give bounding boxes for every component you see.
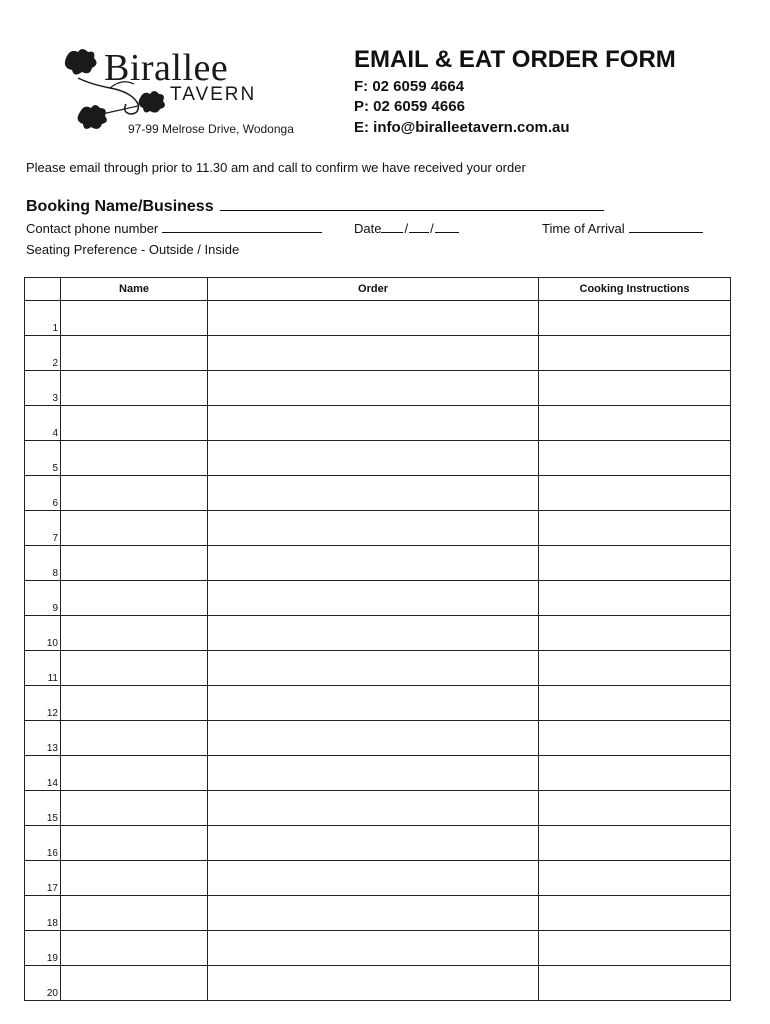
logo-subtitle: TAVERN — [170, 84, 257, 105]
row-number: 14 — [25, 756, 61, 791]
table-row — [25, 511, 731, 546]
name-cell[interactable] — [61, 651, 208, 686]
order-notice: Please email through prior to 11.30 am and call to confirm we have received your order — [26, 160, 526, 175]
name-header: Name — [61, 278, 208, 301]
name-cell[interactable] — [61, 581, 208, 616]
order-cell[interactable] — [208, 406, 539, 441]
cooking-instructions-cell[interactable] — [539, 301, 731, 336]
table-row — [25, 966, 731, 1001]
name-cell[interactable] — [61, 441, 208, 476]
cooking-instructions-cell[interactable] — [539, 406, 731, 441]
order-cell[interactable] — [208, 651, 539, 686]
row-number: 20 — [25, 966, 61, 1001]
cooking-instructions-cell[interactable] — [539, 651, 731, 686]
name-cell[interactable] — [61, 826, 208, 861]
cooking-instructions-cell[interactable] — [539, 581, 731, 616]
cooking-instructions-header: Cooking Instructions — [539, 278, 731, 301]
name-cell[interactable] — [61, 336, 208, 371]
order-table-header — [25, 278, 731, 301]
order-cell[interactable] — [208, 301, 539, 336]
name-cell[interactable] — [61, 931, 208, 966]
tavern-address: 97-99 Melrose Drive, Wodonga — [128, 122, 294, 136]
table-row — [25, 826, 731, 861]
row-number: 8 — [25, 546, 61, 581]
row-number: 15 — [25, 791, 61, 826]
order-cell[interactable] — [208, 791, 539, 826]
row-number: 18 — [25, 896, 61, 931]
table-row — [25, 581, 731, 616]
name-cell[interactable] — [61, 511, 208, 546]
row-number: 2 — [25, 336, 61, 371]
order-cell[interactable] — [208, 371, 539, 406]
cooking-instructions-cell[interactable] — [539, 441, 731, 476]
row-number: 4 — [25, 406, 61, 441]
name-cell[interactable] — [61, 616, 208, 651]
name-cell[interactable] — [61, 406, 208, 441]
form-title: EMAIL & EAT ORDER FORM — [354, 46, 676, 73]
order-cell[interactable] — [208, 896, 539, 931]
row-number: 17 — [25, 861, 61, 896]
name-cell[interactable] — [61, 371, 208, 406]
date-separator: / — [430, 221, 434, 236]
tavern-logo — [60, 44, 330, 144]
row-number: 6 — [25, 476, 61, 511]
seating-preference[interactable]: Seating Preference - Outside / Inside — [26, 242, 240, 257]
cooking-instructions-cell[interactable] — [539, 686, 731, 721]
name-cell[interactable] — [61, 721, 208, 756]
table-row — [25, 371, 731, 406]
contact-phone-label: Contact phone number — [26, 221, 159, 236]
row-number: 3 — [25, 371, 61, 406]
cooking-instructions-cell[interactable] — [539, 476, 731, 511]
order-cell[interactable] — [208, 686, 539, 721]
table-row — [25, 616, 731, 651]
booking-name-blank[interactable] — [220, 196, 604, 211]
order-cell[interactable] — [208, 721, 539, 756]
table-row — [25, 476, 731, 511]
phone-number: P: 02 6059 4666 — [354, 98, 465, 115]
name-cell[interactable] — [61, 476, 208, 511]
cooking-instructions-cell[interactable] — [539, 371, 731, 406]
name-cell[interactable] — [61, 301, 208, 336]
order-table — [24, 277, 731, 1001]
cooking-instructions-cell[interactable] — [539, 546, 731, 581]
row-number: 7 — [25, 511, 61, 546]
logo-wordmark: Birallee — [104, 47, 229, 89]
cooking-instructions-cell[interactable] — [539, 791, 731, 826]
name-cell[interactable] — [61, 896, 208, 931]
order-cell[interactable] — [208, 476, 539, 511]
order-cell[interactable] — [208, 861, 539, 896]
table-row — [25, 546, 731, 581]
order-cell[interactable] — [208, 616, 539, 651]
cooking-instructions-cell[interactable] — [539, 336, 731, 371]
table-row — [25, 686, 731, 721]
date-field[interactable] — [354, 221, 459, 236]
cooking-instructions-cell[interactable] — [539, 511, 731, 546]
row-number: 16 — [25, 826, 61, 861]
contact-phone-blank[interactable] — [162, 221, 322, 233]
cooking-instructions-cell[interactable] — [539, 896, 731, 931]
row-number: 13 — [25, 721, 61, 756]
cooking-instructions-cell[interactable] — [539, 616, 731, 651]
contact-phone-field[interactable] — [26, 221, 322, 236]
date-label: Date — [354, 221, 382, 236]
cooking-instructions-cell[interactable] — [539, 826, 731, 861]
row-number: 10 — [25, 616, 61, 651]
order-cell[interactable] — [208, 546, 539, 581]
name-cell[interactable] — [61, 791, 208, 826]
name-cell[interactable] — [61, 966, 208, 1001]
table-row — [25, 756, 731, 791]
cooking-instructions-cell[interactable] — [539, 966, 731, 1001]
order-cell[interactable] — [208, 756, 539, 791]
table-row — [25, 791, 731, 826]
table-row — [25, 896, 731, 931]
cooking-instructions-cell[interactable] — [539, 861, 731, 896]
name-cell[interactable] — [61, 546, 208, 581]
order-cell[interactable] — [208, 441, 539, 476]
date-year-blank[interactable] — [435, 221, 459, 233]
order-cell[interactable] — [208, 511, 539, 546]
table-row — [25, 861, 731, 896]
date-separator: / — [404, 221, 409, 236]
email-address[interactable]: E: info@biralleetavern.com.au — [354, 119, 570, 136]
table-row — [25, 931, 731, 966]
arrival-time-field[interactable] — [542, 221, 703, 236]
row-number: 5 — [25, 441, 61, 476]
row-number: 19 — [25, 931, 61, 966]
row-number: 9 — [25, 581, 61, 616]
cooking-instructions-cell[interactable] — [539, 756, 731, 791]
order-cell[interactable] — [208, 826, 539, 861]
date-day-blank[interactable] — [381, 221, 403, 233]
date-month-blank[interactable] — [409, 221, 429, 233]
name-cell[interactable] — [61, 861, 208, 896]
row-number: 12 — [25, 686, 61, 721]
row-number: 11 — [25, 651, 61, 686]
arrival-time-blank[interactable] — [629, 221, 703, 233]
order-cell[interactable] — [208, 966, 539, 1001]
table-row — [25, 336, 731, 371]
order-cell[interactable] — [208, 581, 539, 616]
table-row — [25, 721, 731, 756]
row-number: 1 — [25, 301, 61, 336]
booking-name-label: Booking Name/Business — [26, 198, 214, 215]
order-header: Order — [208, 278, 539, 301]
fax-number: F: 02 6059 4664 — [354, 78, 465, 95]
order-cell[interactable] — [208, 336, 539, 371]
table-row — [25, 301, 731, 336]
cooking-instructions-cell[interactable] — [539, 931, 731, 966]
table-row — [25, 406, 731, 441]
name-cell[interactable] — [61, 686, 208, 721]
table-row — [25, 441, 731, 476]
name-cell[interactable] — [61, 756, 208, 791]
row-number-header — [25, 278, 61, 301]
booking-name-field[interactable] — [26, 196, 604, 216]
cooking-instructions-cell[interactable] — [539, 721, 731, 756]
order-cell[interactable] — [208, 931, 539, 966]
table-row — [25, 651, 731, 686]
arrival-time-label: Time of Arrival — [542, 221, 625, 236]
